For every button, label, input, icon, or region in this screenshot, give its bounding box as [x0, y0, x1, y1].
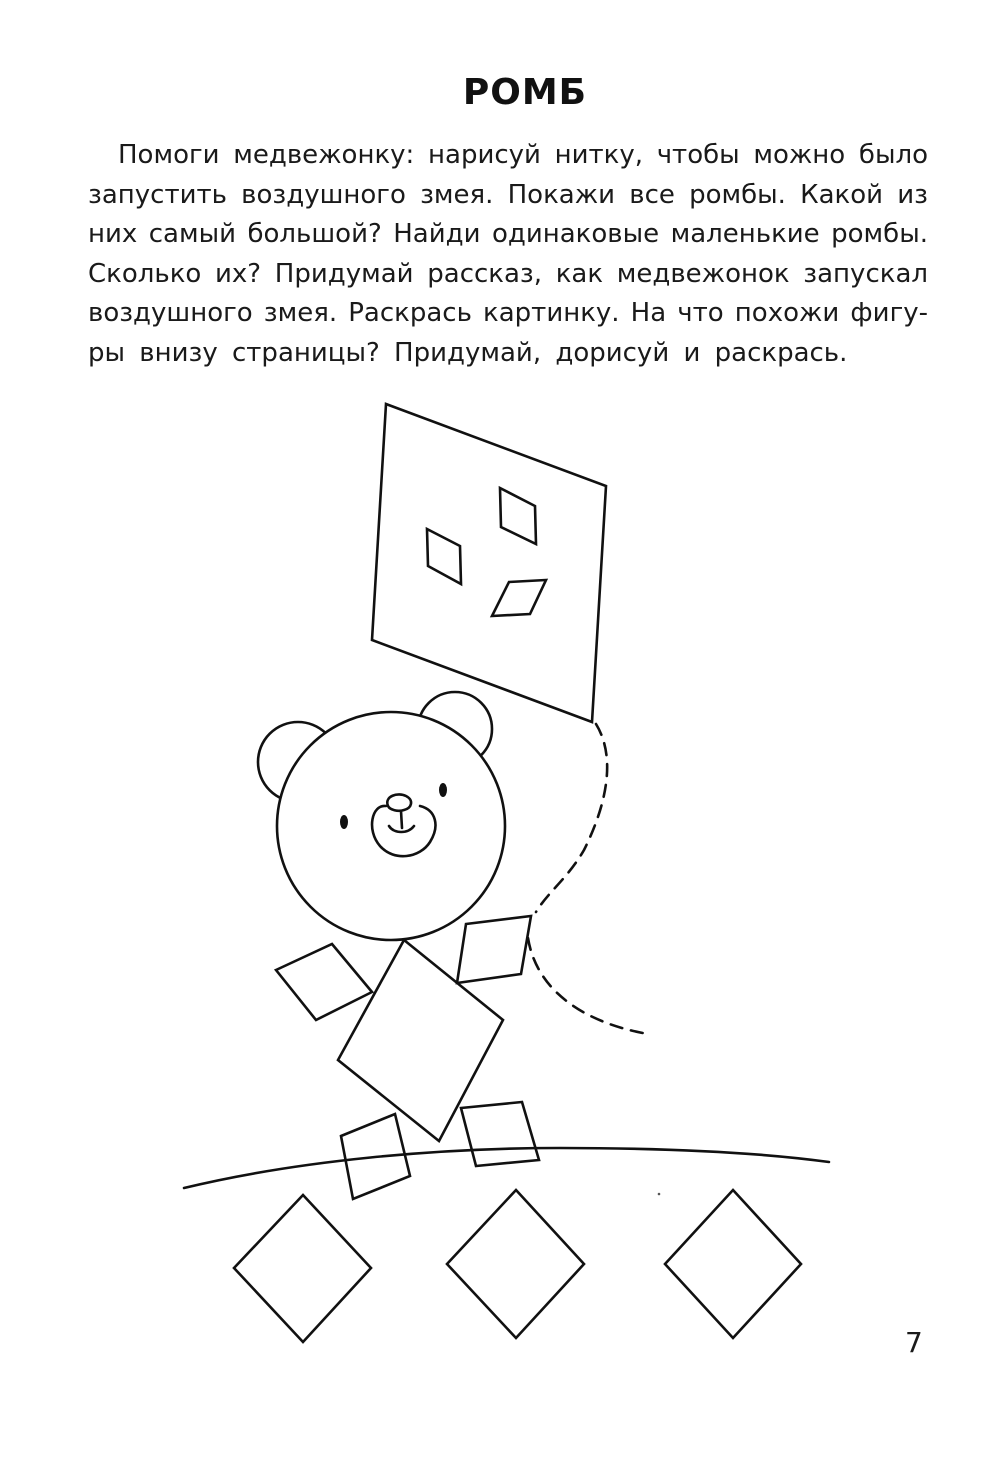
bear-eye-right [439, 783, 447, 797]
bear-arm-left-rhombus [276, 944, 372, 1020]
bear-head [277, 712, 505, 940]
kite [372, 404, 606, 722]
kite-small-rhombus-3 [492, 580, 546, 616]
kite-small-rhombus-2 [427, 529, 461, 584]
kite-rhombus [372, 404, 606, 722]
page-title: РОМБ [462, 72, 588, 113]
kite-string-lower [528, 938, 648, 1034]
bottom-rhombus-3 [665, 1190, 801, 1338]
instruction-line: Помоги медвежонку: нарисуй нитку, чтобы можно было [118, 140, 928, 170]
bear-eye-left [340, 815, 348, 829]
instruction-line: воздушного змея. Раскрась картинку. На что похожи фигу- [88, 298, 928, 328]
bottom-figures [234, 1190, 801, 1342]
dot-mark [658, 1193, 661, 1196]
kite-small-rhombus-1 [500, 488, 536, 544]
instruction-line: запустить воздушного змея. Покажи все ромбы. Какой из [88, 179, 928, 210]
page-number: 7 [905, 1326, 923, 1359]
bear [258, 692, 539, 1199]
instruction-line: ры внизу страницы? Придумай, дорисуй и раскрась. [88, 337, 848, 368]
bottom-rhombus-1 [234, 1195, 371, 1342]
kite-string [528, 724, 648, 1034]
kite-string-upper [536, 724, 607, 912]
bottom-rhombus-2 [447, 1190, 584, 1338]
bear-arm-right-rhombus [457, 916, 531, 983]
instruction-line: Сколько их? Придумай рассказ, как медвежонок запускал [88, 258, 928, 289]
bear-leg-right-rhombus [461, 1102, 539, 1166]
instruction-line: них самый большой? Найди одинаковые маленькие ромбы. [88, 219, 928, 249]
